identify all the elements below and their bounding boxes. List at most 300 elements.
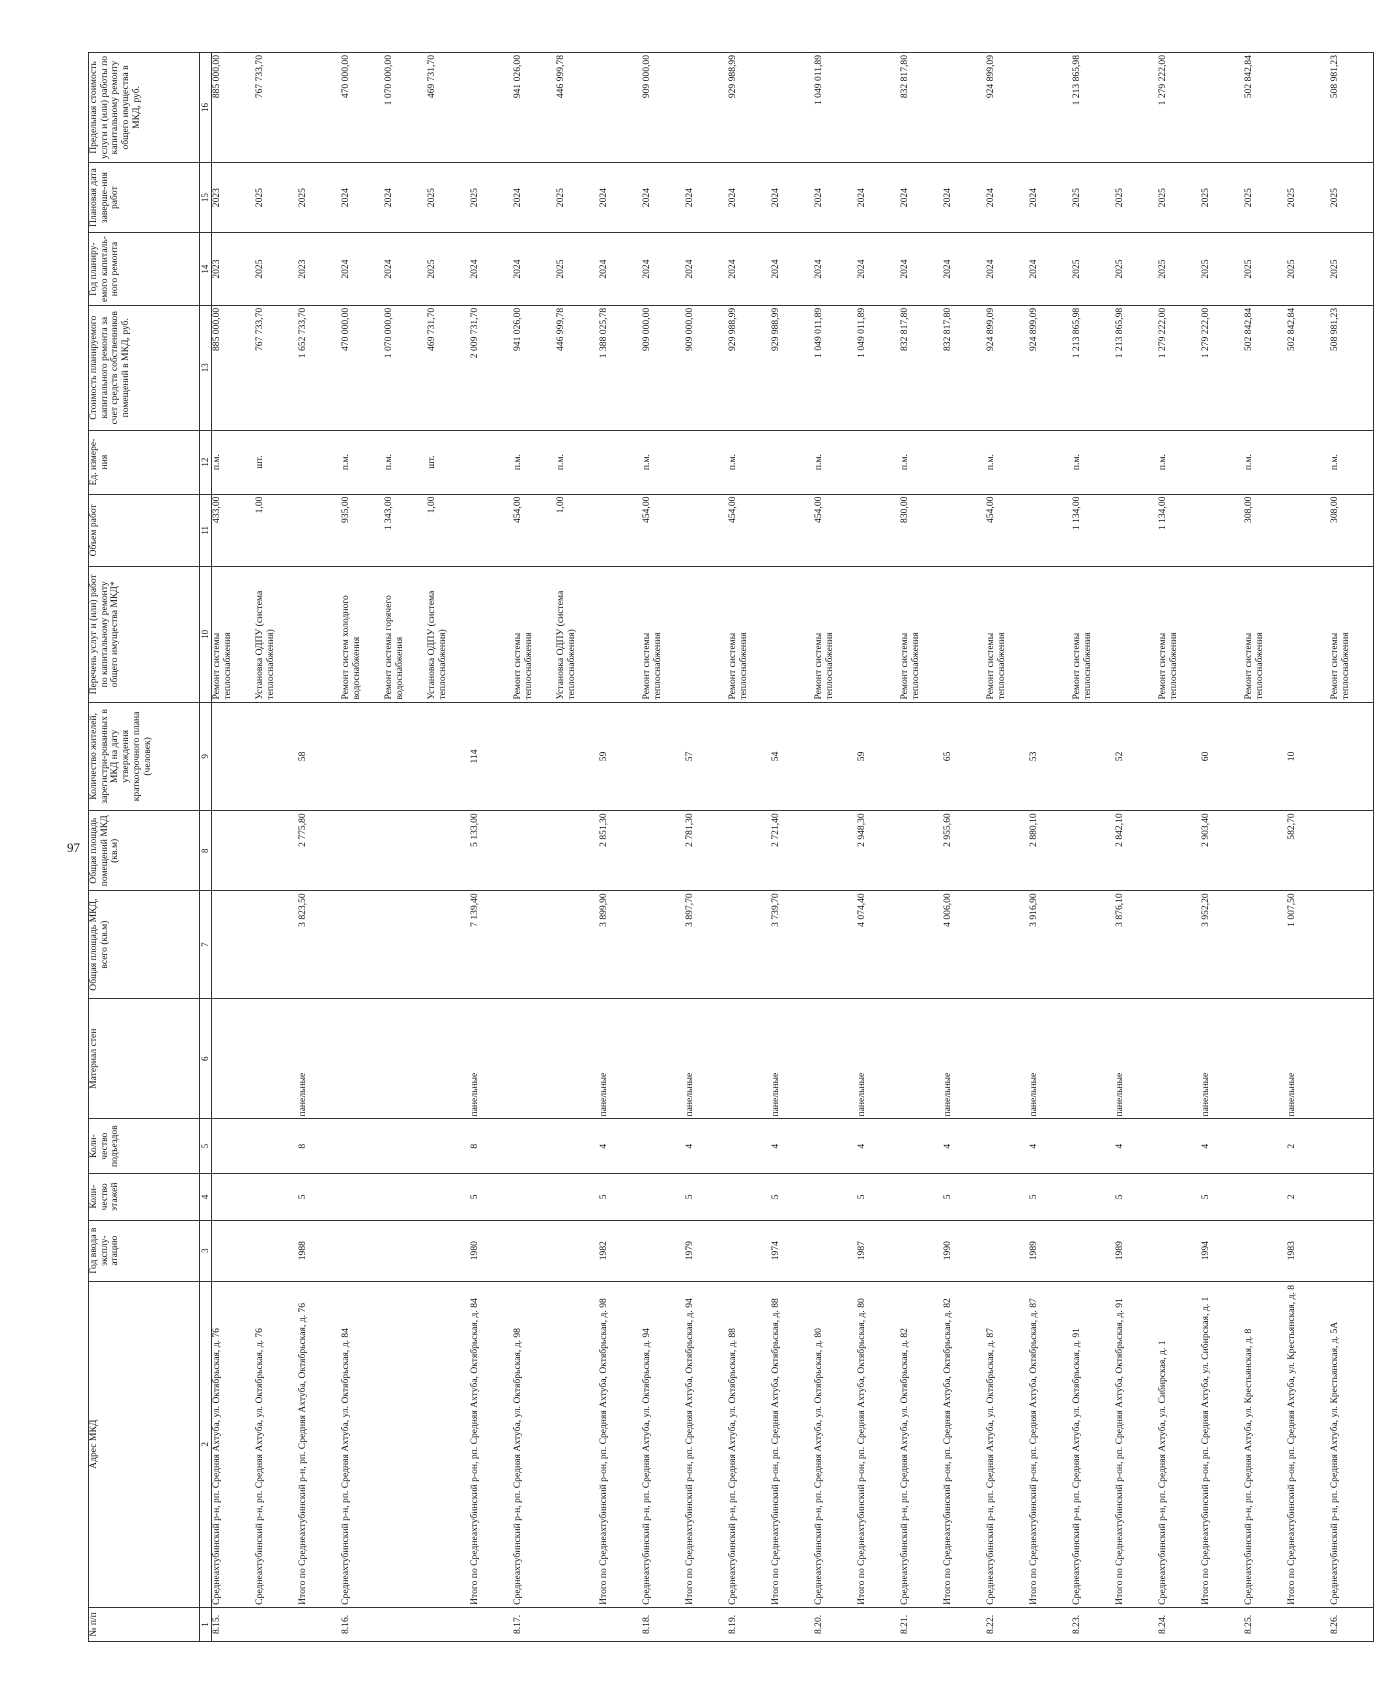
row-number: 8.19. bbox=[728, 1607, 771, 1641]
wall-material-cell bbox=[384, 998, 427, 1119]
address-cell: Итого по Среднеахтубинский р-он, рп. Средняя Ахтуба, Октябрьская, д. 80 bbox=[857, 1281, 900, 1607]
address-cell: Среднеахтубинский р-н, рп. Средняя Ахтуба, ул. Октябрьская, д. 84 bbox=[341, 1281, 384, 1607]
entrances-cell bbox=[212, 1119, 256, 1173]
work-volume-cell: 308,00 bbox=[1244, 494, 1287, 567]
year-built-cell bbox=[556, 1220, 599, 1281]
unit-cell: п.м. bbox=[212, 430, 256, 494]
address-cell: Итого по Среднеахтубинский р-он, рп. Средняя Ахтуба, Октябрьская, д. 98 bbox=[599, 1281, 642, 1607]
premises-area-cell bbox=[427, 811, 470, 891]
wall-material-cell: панельные bbox=[857, 998, 900, 1119]
floors-cell: 2 bbox=[1287, 1173, 1330, 1220]
residents-cell: 54 bbox=[771, 702, 814, 811]
residents-cell: 52 bbox=[1115, 702, 1158, 811]
unit-cell bbox=[943, 430, 986, 494]
total-area-cell: 7 139,40 bbox=[470, 891, 513, 999]
table-row bbox=[685, 53, 728, 1642]
completion-date-cell: 2024 bbox=[513, 162, 556, 232]
completion-date-cell: 2024 bbox=[986, 162, 1029, 232]
entrances-cell: 4 bbox=[1201, 1119, 1244, 1173]
year-built-cell bbox=[900, 1220, 943, 1281]
planned-cost-cell: 909 000,00 bbox=[685, 305, 728, 430]
work-volume-cell: 454,00 bbox=[642, 494, 685, 567]
unit-cell bbox=[470, 430, 513, 494]
entrances-cell bbox=[642, 1119, 685, 1173]
unit-cell bbox=[1115, 430, 1158, 494]
total-area-cell: 3 897,70 bbox=[685, 891, 728, 999]
total-area-cell bbox=[814, 891, 857, 999]
entrances-cell: 4 bbox=[1115, 1119, 1158, 1173]
year-built-cell bbox=[1158, 1220, 1201, 1281]
col-header: Общая площадь МКД, всего (кв.м) bbox=[89, 891, 200, 999]
address-cell: Итого по Среднеахтубинский р-н, рп. Средняя Ахтуба, Октябрьская, д. 76 bbox=[298, 1281, 341, 1607]
address-cell bbox=[427, 1281, 470, 1607]
col-header: Плановая дата заверше-ния работ bbox=[89, 162, 200, 232]
work-type-cell: Ремонт системы теплоснабжения bbox=[1244, 567, 1287, 702]
entrances-cell: 4 bbox=[943, 1119, 986, 1173]
completion-date-cell: 2025 bbox=[1158, 162, 1201, 232]
year-built-cell: 1982 bbox=[599, 1220, 642, 1281]
total-area-cell: 3 952,20 bbox=[1201, 891, 1244, 999]
total-area-cell bbox=[986, 891, 1029, 999]
limit-cost-cell bbox=[599, 53, 642, 163]
premises-area-cell bbox=[642, 811, 685, 891]
page-number: 97 bbox=[67, 840, 80, 855]
floors-cell bbox=[556, 1173, 599, 1220]
completion-date-cell: 2024 bbox=[599, 162, 642, 232]
floors-cell bbox=[728, 1173, 771, 1220]
work-type-cell: Ремонт системы теплоснабжения bbox=[1158, 567, 1201, 702]
column-number: 8 bbox=[200, 811, 212, 891]
planned-cost-cell: 508 981,23 bbox=[1330, 305, 1374, 430]
floors-cell bbox=[642, 1173, 685, 1220]
year-built-cell bbox=[814, 1220, 857, 1281]
planned-cost-cell: 446 999,78 bbox=[556, 305, 599, 430]
limit-cost-cell bbox=[1115, 53, 1158, 163]
row-number: 8.15. bbox=[212, 1607, 256, 1641]
floors-cell: 5 bbox=[1029, 1173, 1072, 1220]
work-volume-cell: 454,00 bbox=[728, 494, 771, 567]
entrances-cell: 4 bbox=[857, 1119, 900, 1173]
unit-cell: п.м. bbox=[513, 430, 556, 494]
premises-area-cell: 582,70 bbox=[1287, 811, 1330, 891]
row-number bbox=[1115, 1607, 1158, 1641]
table-row bbox=[384, 53, 427, 1642]
row-number: 8.26. bbox=[1330, 1607, 1374, 1641]
column-number: 10 bbox=[200, 567, 212, 702]
total-area-cell: 1 007,50 bbox=[1287, 891, 1330, 999]
entrances-cell bbox=[1330, 1119, 1374, 1173]
premises-area-cell bbox=[384, 811, 427, 891]
row-number bbox=[685, 1607, 728, 1641]
address-cell: Среднеахтубинский р-н, рп. Средняя Ахтуба, ул. Крестьянская, д. 5А bbox=[1330, 1281, 1374, 1607]
year-built-cell: 1980 bbox=[470, 1220, 513, 1281]
address-cell: Среднеахтубинский р-н, рп. Средняя Ахтуба, ул. Октябрьская, д. 87 bbox=[986, 1281, 1029, 1607]
table-row bbox=[642, 53, 685, 1642]
completion-date-cell: 2024 bbox=[1029, 162, 1072, 232]
unit-cell: п.м. bbox=[814, 430, 857, 494]
total-area-cell bbox=[900, 891, 943, 999]
year-built-cell bbox=[1330, 1220, 1374, 1281]
planned-year-cell: 2024 bbox=[1029, 233, 1072, 306]
column-number: 4 bbox=[200, 1173, 212, 1220]
wall-material-cell bbox=[556, 998, 599, 1119]
work-volume-cell bbox=[1287, 494, 1330, 567]
limit-cost-cell bbox=[298, 53, 341, 163]
floors-cell: 5 bbox=[1115, 1173, 1158, 1220]
entrances-cell bbox=[255, 1119, 298, 1173]
residents-cell: 65 bbox=[943, 702, 986, 811]
col-header: Материал стен bbox=[89, 998, 200, 1119]
premises-area-cell bbox=[212, 811, 256, 891]
unit-cell: п.м. bbox=[728, 430, 771, 494]
address-cell: Среднеахтубинский р-н, рп. Средняя Ахтуба, ул. Октябрьская, д. 88 bbox=[728, 1281, 771, 1607]
planned-cost-cell: 1 279 222,00 bbox=[1201, 305, 1244, 430]
residents-cell bbox=[1072, 702, 1115, 811]
floors-cell: 5 bbox=[298, 1173, 341, 1220]
col-header: № п/п bbox=[89, 1607, 200, 1641]
floors-cell bbox=[1072, 1173, 1115, 1220]
premises-area-cell bbox=[986, 811, 1029, 891]
row-number bbox=[556, 1607, 599, 1641]
address-cell: Итого по Среднеахтубинский р-он, рп. Средняя Ахтуба, Октябрьская, д. 84 bbox=[470, 1281, 513, 1607]
address-cell: Среднеахтубинский р-н, рп. Средняя Ахтуба, ул. Сибирская, д. 1 bbox=[1158, 1281, 1201, 1607]
residents-cell bbox=[1330, 702, 1374, 811]
total-area-cell bbox=[1158, 891, 1201, 999]
entrances-cell bbox=[341, 1119, 384, 1173]
floors-cell bbox=[427, 1173, 470, 1220]
year-built-cell bbox=[1244, 1220, 1287, 1281]
table-row bbox=[556, 53, 599, 1642]
planned-cost-cell: 2 009 731,70 bbox=[470, 305, 513, 430]
col-header: Ед. измере-ния bbox=[89, 430, 200, 494]
wall-material-cell bbox=[212, 998, 256, 1119]
address-cell: Среднеахтубинский р-н, рп. Средняя Ахтуба, ул. Октябрьская, д. 82 bbox=[900, 1281, 943, 1607]
entrances-cell: 4 bbox=[771, 1119, 814, 1173]
planned-year-cell: 2024 bbox=[341, 233, 384, 306]
limit-cost-cell: 1 070 000,00 bbox=[384, 53, 427, 163]
work-type-cell: Установка ОДПУ (система теплоснабжения) bbox=[556, 567, 599, 702]
row-number bbox=[1201, 1607, 1244, 1641]
year-built-cell bbox=[728, 1220, 771, 1281]
total-area-cell: 3 823,50 bbox=[298, 891, 341, 999]
planned-year-cell: 2024 bbox=[513, 233, 556, 306]
planned-cost-cell: 929 988,99 bbox=[771, 305, 814, 430]
row-number: 8.17. bbox=[513, 1607, 556, 1641]
column-number: 11 bbox=[200, 494, 212, 567]
col-header: Объем работ bbox=[89, 494, 200, 567]
column-number: 12 bbox=[200, 430, 212, 494]
unit-cell: шт. bbox=[427, 430, 470, 494]
table-row bbox=[1115, 53, 1158, 1642]
entrances-cell bbox=[900, 1119, 943, 1173]
residents-cell: 10 bbox=[1287, 702, 1330, 811]
column-number-row bbox=[200, 53, 212, 1642]
residents-cell: 114 bbox=[470, 702, 513, 811]
wall-material-cell bbox=[1158, 998, 1201, 1119]
residents-cell: 53 bbox=[1029, 702, 1072, 811]
column-number: 14 bbox=[200, 233, 212, 306]
column-number: 15 bbox=[200, 162, 212, 232]
unit-cell: п.м. bbox=[1158, 430, 1201, 494]
work-volume-cell: 454,00 bbox=[986, 494, 1029, 567]
total-area-cell bbox=[384, 891, 427, 999]
work-volume-cell: 1 343,00 bbox=[384, 494, 427, 567]
limit-cost-cell: 832 817,80 bbox=[900, 53, 943, 163]
row-number: 8.16. bbox=[341, 1607, 384, 1641]
work-type-cell bbox=[685, 567, 728, 702]
completion-date-cell: 2025 bbox=[556, 162, 599, 232]
limit-cost-cell: 941 026,00 bbox=[513, 53, 556, 163]
total-area-cell bbox=[513, 891, 556, 999]
row-number bbox=[427, 1607, 470, 1641]
work-type-cell bbox=[857, 567, 900, 702]
col-header: Коли-чество этажей bbox=[89, 1173, 200, 1220]
work-type-cell bbox=[599, 567, 642, 702]
limit-cost-cell bbox=[470, 53, 513, 163]
premises-area-cell: 2 903,40 bbox=[1201, 811, 1244, 891]
col-header: Год ввода в эксплу-атацию bbox=[89, 1220, 200, 1281]
completion-date-cell: 2024 bbox=[857, 162, 900, 232]
floors-cell bbox=[212, 1173, 256, 1220]
work-type-cell: Ремонт системы теплоснабжения bbox=[212, 567, 256, 702]
row-number: 8.18. bbox=[642, 1607, 685, 1641]
completion-date-cell: 2024 bbox=[642, 162, 685, 232]
residents-cell bbox=[212, 702, 256, 811]
planned-year-cell: 2025 bbox=[556, 233, 599, 306]
planned-year-cell: 2024 bbox=[771, 233, 814, 306]
premises-area-cell: 2 721,40 bbox=[771, 811, 814, 891]
work-volume-cell: 935,00 bbox=[341, 494, 384, 567]
col-header: Адрес МКД bbox=[89, 1281, 200, 1607]
work-volume-cell bbox=[298, 494, 341, 567]
work-volume-cell bbox=[857, 494, 900, 567]
col-header: Общая площадь помещений МКД (кв.м) bbox=[89, 811, 200, 891]
planned-cost-cell: 1 213 865,98 bbox=[1115, 305, 1158, 430]
planned-cost-cell: 470 000,00 bbox=[341, 305, 384, 430]
table-row bbox=[814, 53, 857, 1642]
total-area-cell bbox=[1244, 891, 1287, 999]
unit-cell bbox=[1201, 430, 1244, 494]
planned-year-cell: 2025 bbox=[1115, 233, 1158, 306]
premises-area-cell: 2 842,10 bbox=[1115, 811, 1158, 891]
unit-cell bbox=[1287, 430, 1330, 494]
residents-cell bbox=[814, 702, 857, 811]
total-area-cell bbox=[728, 891, 771, 999]
planned-cost-cell: 502 842,84 bbox=[1244, 305, 1287, 430]
residents-cell: 59 bbox=[599, 702, 642, 811]
completion-date-cell: 2024 bbox=[728, 162, 771, 232]
planned-year-cell: 2025 bbox=[255, 233, 298, 306]
planned-cost-cell: 924 899,09 bbox=[986, 305, 1029, 430]
limit-cost-cell: 929 988,99 bbox=[728, 53, 771, 163]
limit-cost-cell: 767 733,70 bbox=[255, 53, 298, 163]
unit-cell: п.м. bbox=[1330, 430, 1374, 494]
column-number: 1 bbox=[200, 1607, 212, 1641]
work-volume-cell: 308,00 bbox=[1330, 494, 1374, 567]
row-number bbox=[1029, 1607, 1072, 1641]
planned-year-cell: 2024 bbox=[857, 233, 900, 306]
col-header: Коли-чество подъездов bbox=[89, 1119, 200, 1173]
table-row bbox=[341, 53, 384, 1642]
wall-material-cell bbox=[986, 998, 1029, 1119]
floors-cell: 5 bbox=[685, 1173, 728, 1220]
work-type-cell bbox=[1201, 567, 1244, 702]
limit-cost-cell bbox=[1287, 53, 1330, 163]
row-number bbox=[470, 1607, 513, 1641]
work-volume-cell: 1,00 bbox=[556, 494, 599, 567]
floors-cell bbox=[513, 1173, 556, 1220]
work-type-cell bbox=[1029, 567, 1072, 702]
work-volume-cell: 1 134,00 bbox=[1158, 494, 1201, 567]
premises-area-cell: 2 851,30 bbox=[599, 811, 642, 891]
address-cell: Итого по Среднеахтубинский р-он, рп. Средняя Ахтуба, Октябрьская, д. 82 bbox=[943, 1281, 986, 1607]
work-type-cell bbox=[1115, 567, 1158, 702]
table-row bbox=[599, 53, 642, 1642]
residents-cell bbox=[1244, 702, 1287, 811]
planned-cost-cell: 941 026,00 bbox=[513, 305, 556, 430]
col-header: Предельная стоимость услуги и (или) работы по капитальному ремонту общего имущества в МКД, руб. bbox=[89, 53, 200, 163]
total-area-cell bbox=[642, 891, 685, 999]
residents-cell bbox=[986, 702, 1029, 811]
wall-material-cell bbox=[1244, 998, 1287, 1119]
residents-cell bbox=[642, 702, 685, 811]
residents-cell bbox=[341, 702, 384, 811]
unit-cell bbox=[857, 430, 900, 494]
address-cell: Итого по Среднеахтубинский р-он, рп. Средняя Ахтуба, ул. Крестьянская, д. 8 bbox=[1287, 1281, 1330, 1607]
unit-cell: п.м. bbox=[1072, 430, 1115, 494]
premises-area-cell bbox=[1330, 811, 1374, 891]
planned-year-cell: 2024 bbox=[943, 233, 986, 306]
work-volume-cell bbox=[771, 494, 814, 567]
row-number: 8.20. bbox=[814, 1607, 857, 1641]
planned-cost-cell: 1 388 025,78 bbox=[599, 305, 642, 430]
year-built-cell: 1994 bbox=[1201, 1220, 1244, 1281]
row-number: 8.22. bbox=[986, 1607, 1029, 1641]
limit-cost-cell: 909 000,00 bbox=[642, 53, 685, 163]
premises-area-cell bbox=[900, 811, 943, 891]
year-built-cell bbox=[513, 1220, 556, 1281]
work-volume-cell bbox=[1115, 494, 1158, 567]
year-built-cell: 1989 bbox=[1115, 1220, 1158, 1281]
completion-date-cell: 2024 bbox=[943, 162, 986, 232]
address-cell: Среднеахтубинский р-н, рп. Средняя Ахтуба, ул. Октябрьская, д. 80 bbox=[814, 1281, 857, 1607]
limit-cost-cell bbox=[857, 53, 900, 163]
column-number: 3 bbox=[200, 1220, 212, 1281]
year-built-cell bbox=[427, 1220, 470, 1281]
entrances-cell: 2 bbox=[1287, 1119, 1330, 1173]
work-type-cell: Ремонт системы теплоснабжения bbox=[642, 567, 685, 702]
entrances-cell: 4 bbox=[599, 1119, 642, 1173]
table-row bbox=[1244, 53, 1287, 1642]
table-row bbox=[728, 53, 771, 1642]
floors-cell bbox=[1330, 1173, 1374, 1220]
table-body bbox=[212, 53, 1374, 1642]
residents-cell: 58 bbox=[298, 702, 341, 811]
wall-material-cell bbox=[1072, 998, 1115, 1119]
entrances-cell bbox=[1244, 1119, 1287, 1173]
table-row bbox=[1072, 53, 1115, 1642]
planned-year-cell: 2024 bbox=[599, 233, 642, 306]
unit-cell: п.м. bbox=[986, 430, 1029, 494]
entrances-cell: 8 bbox=[298, 1119, 341, 1173]
limit-cost-cell: 885 000,00 bbox=[212, 53, 256, 163]
planned-cost-cell: 909 000,00 bbox=[642, 305, 685, 430]
work-volume-cell: 1,00 bbox=[255, 494, 298, 567]
residents-cell bbox=[427, 702, 470, 811]
wall-material-cell bbox=[728, 998, 771, 1119]
limit-cost-cell: 446 999,78 bbox=[556, 53, 599, 163]
work-type-cell bbox=[771, 567, 814, 702]
planned-cost-cell: 1 652 733,70 bbox=[298, 305, 341, 430]
floors-cell: 5 bbox=[857, 1173, 900, 1220]
work-type-cell: Ремонт системы теплоснабжения bbox=[986, 567, 1029, 702]
wall-material-cell bbox=[900, 998, 943, 1119]
completion-date-cell: 2025 bbox=[427, 162, 470, 232]
work-volume-cell bbox=[1201, 494, 1244, 567]
work-volume-cell bbox=[943, 494, 986, 567]
work-volume-cell bbox=[470, 494, 513, 567]
premises-area-cell bbox=[341, 811, 384, 891]
floors-cell bbox=[255, 1173, 298, 1220]
premises-area-cell: 2 948,30 bbox=[857, 811, 900, 891]
row-number bbox=[255, 1607, 298, 1641]
residents-cell bbox=[255, 702, 298, 811]
completion-date-cell: 2025 bbox=[1287, 162, 1330, 232]
total-area-cell bbox=[255, 891, 298, 999]
completion-date-cell: 2025 bbox=[255, 162, 298, 232]
premises-area-cell: 5 133,00 bbox=[470, 811, 513, 891]
column-number: 2 bbox=[200, 1281, 212, 1607]
floors-cell bbox=[986, 1173, 1029, 1220]
year-built-cell bbox=[1072, 1220, 1115, 1281]
work-type-cell: Ремонт системы теплоснабжения bbox=[728, 567, 771, 702]
capital-repair-table bbox=[88, 52, 1374, 1642]
work-type-cell: Ремонт системы теплоснабжения bbox=[1072, 567, 1115, 702]
limit-cost-cell bbox=[943, 53, 986, 163]
entrances-cell bbox=[1072, 1119, 1115, 1173]
address-cell: Среднеахтубинский р-н, рп. Средняя Ахтуба, ул. Октябрьская, д. 91 bbox=[1072, 1281, 1115, 1607]
planned-cost-cell: 924 899,09 bbox=[1029, 305, 1072, 430]
premises-area-cell bbox=[1244, 811, 1287, 891]
table-row bbox=[1158, 53, 1201, 1642]
total-area-cell bbox=[1072, 891, 1115, 999]
wall-material-cell: панельные bbox=[771, 998, 814, 1119]
work-volume-cell: 1 134,00 bbox=[1072, 494, 1115, 567]
row-number bbox=[599, 1607, 642, 1641]
limit-cost-cell: 502 842,84 bbox=[1244, 53, 1287, 163]
unit-cell bbox=[298, 430, 341, 494]
entrances-cell: 8 bbox=[470, 1119, 513, 1173]
row-number: 8.24. bbox=[1158, 1607, 1201, 1641]
planned-year-cell: 2024 bbox=[470, 233, 513, 306]
column-number: 13 bbox=[200, 305, 212, 430]
planned-year-cell: 2025 bbox=[1201, 233, 1244, 306]
unit-cell: п.м. bbox=[384, 430, 427, 494]
entrances-cell: 4 bbox=[1029, 1119, 1072, 1173]
residents-cell bbox=[900, 702, 943, 811]
premises-area-cell bbox=[255, 811, 298, 891]
total-area-cell bbox=[341, 891, 384, 999]
wall-material-cell: панельные bbox=[685, 998, 728, 1119]
premises-area-cell bbox=[556, 811, 599, 891]
address-cell: Итого по Среднеахтубинский р-он, рп. Средняя Ахтуба, Октябрьская, д. 91 bbox=[1115, 1281, 1158, 1607]
wall-material-cell: панельные bbox=[599, 998, 642, 1119]
year-built-cell bbox=[642, 1220, 685, 1281]
column-number: 6 bbox=[200, 998, 212, 1119]
table-row bbox=[255, 53, 298, 1642]
work-type-cell bbox=[298, 567, 341, 702]
limit-cost-cell bbox=[1029, 53, 1072, 163]
